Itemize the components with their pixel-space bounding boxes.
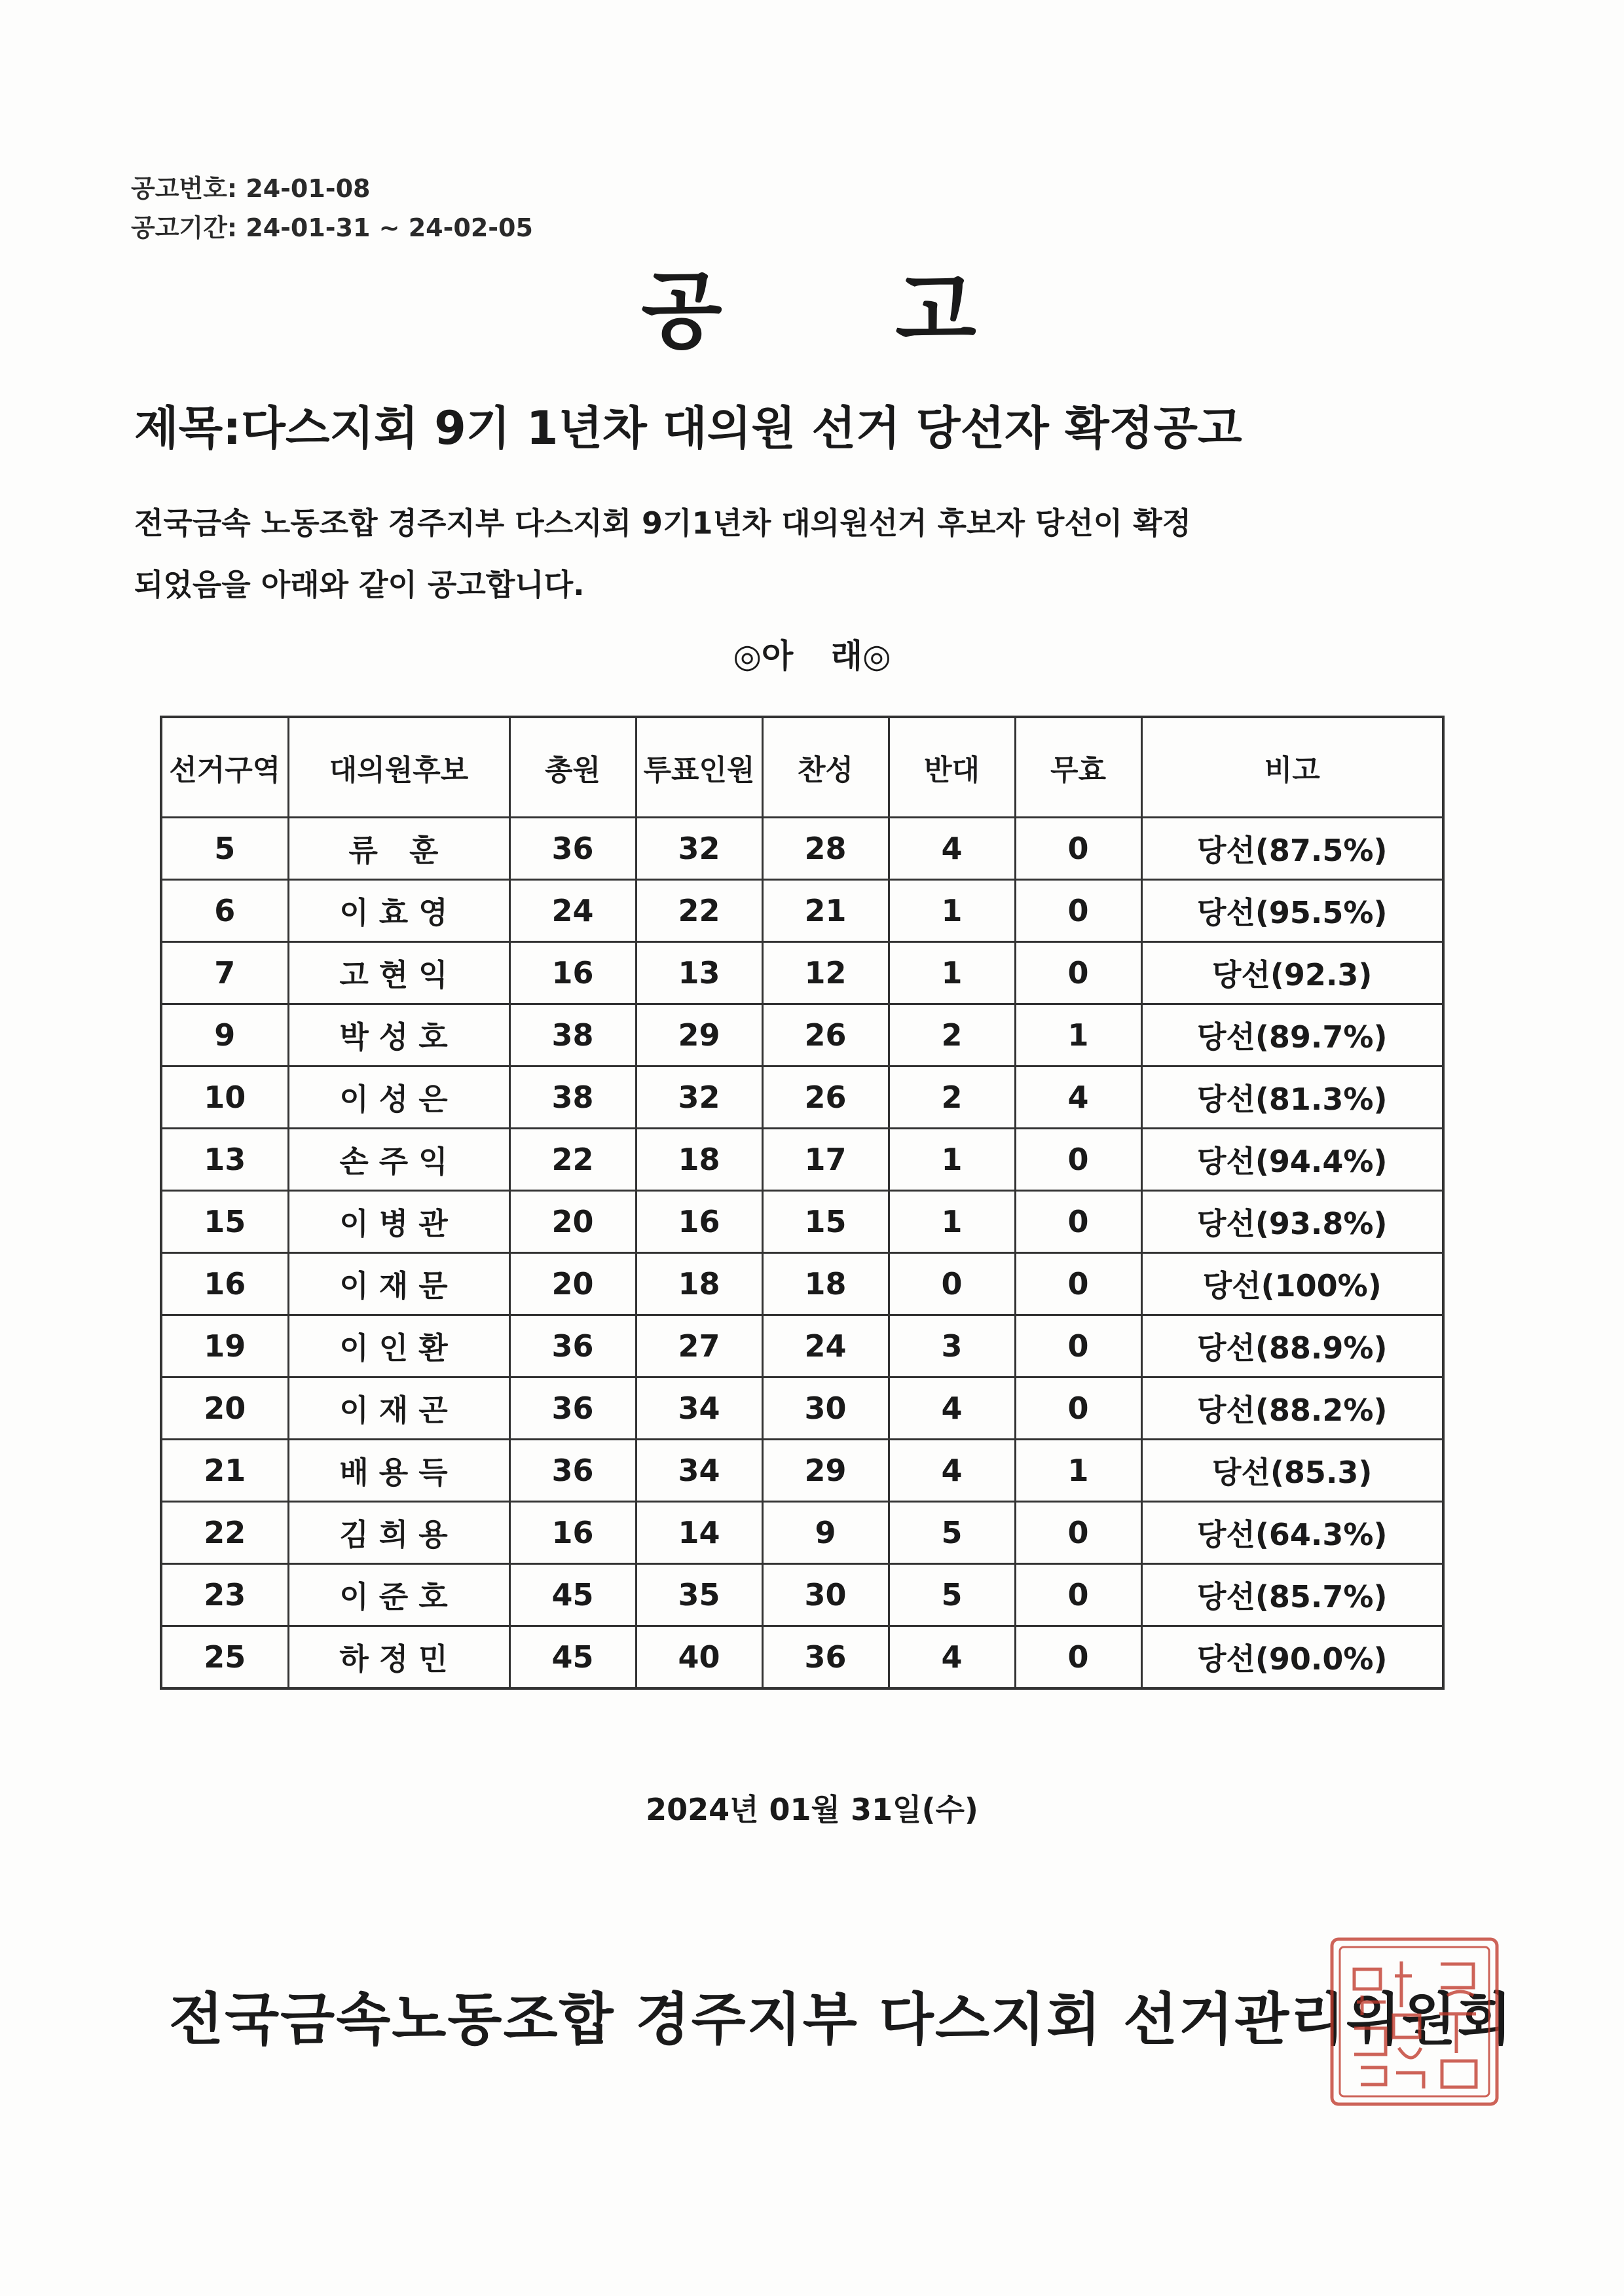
invalid-votes-cell: 0 <box>1015 1626 1141 1689</box>
remark-cell: 당선(94.4%) <box>1141 1129 1443 1191</box>
remark-cell: 당선(92.3) <box>1141 942 1443 1004</box>
voters-cell: 34 <box>636 1377 762 1440</box>
notice-body <box>134 492 1509 615</box>
invalid-votes-cell: 0 <box>1015 818 1141 880</box>
no-votes-cell: 1 <box>889 1129 1015 1191</box>
invalid-votes-cell: 0 <box>1015 1253 1141 1315</box>
table-row <box>161 1315 1443 1377</box>
column-header: 투표인원 <box>636 717 762 818</box>
remark-cell: 당선(89.7%) <box>1141 1004 1443 1066</box>
election-results-table <box>160 716 1445 1690</box>
remark-cell: 당선(88.2%) <box>1141 1377 1443 1440</box>
voters-cell: 18 <box>636 1253 762 1315</box>
voters-cell: 32 <box>636 1066 762 1129</box>
yes-votes-cell: 26 <box>762 1004 889 1066</box>
voters-cell: 29 <box>636 1004 762 1066</box>
candidate-cell: 손주익 <box>288 1129 509 1191</box>
voters-cell: 22 <box>636 880 762 942</box>
district-cell: 23 <box>161 1564 288 1626</box>
column-header: 총원 <box>509 717 636 818</box>
voters-cell: 40 <box>636 1626 762 1689</box>
voters-cell: 14 <box>636 1502 762 1564</box>
candidate-cell: 이인환 <box>288 1315 509 1377</box>
total-members-cell: 36 <box>509 1440 636 1502</box>
no-votes-cell: 3 <box>889 1315 1015 1377</box>
district-cell: 7 <box>161 942 288 1004</box>
notice-date: 2024년 01월 31일(수) <box>646 1792 978 1827</box>
district-cell: 20 <box>161 1377 288 1440</box>
notice-body-line-1: 전국금속 노동조합 경주지부 다스지회 9기1년차 대의원선거 후보자 당선이 확정 <box>134 505 1192 541</box>
candidate-cell: 박성호 <box>288 1004 509 1066</box>
candidate-cell: 김희용 <box>288 1502 509 1564</box>
remark-cell: 당선(64.3%) <box>1141 1502 1443 1564</box>
total-members-cell: 45 <box>509 1626 636 1689</box>
table-row <box>161 1564 1443 1626</box>
no-votes-cell: 4 <box>889 1440 1015 1502</box>
invalid-votes-cell: 1 <box>1015 1440 1141 1502</box>
notice-number: 공고번호: 24-01-08 <box>131 174 371 203</box>
yes-votes-cell: 36 <box>762 1626 889 1689</box>
candidate-cell: 이재곤 <box>288 1377 509 1440</box>
notice-subject: 제목:다스지회 9기 1년차 대의원 선거 당선자 확정공고 <box>134 401 1242 455</box>
column-header: 반대 <box>889 717 1015 818</box>
table-row <box>161 1191 1443 1253</box>
total-members-cell: 24 <box>509 880 636 942</box>
no-votes-cell: 0 <box>889 1253 1015 1315</box>
total-members-cell: 36 <box>509 818 636 880</box>
remark-cell: 당선(88.9%) <box>1141 1315 1443 1377</box>
voters-cell: 18 <box>636 1129 762 1191</box>
section-heading-arae: ◎아 래◎ <box>733 637 891 675</box>
table-header-row <box>161 717 1443 818</box>
remark-cell: 당선(100%) <box>1141 1253 1443 1315</box>
column-header: 선거구역 <box>161 717 288 818</box>
yes-votes-cell: 28 <box>762 818 889 880</box>
yes-votes-cell: 15 <box>762 1191 889 1253</box>
district-cell: 22 <box>161 1502 288 1564</box>
table-row <box>161 1066 1443 1129</box>
invalid-votes-cell: 4 <box>1015 1066 1141 1129</box>
candidate-cell: 이준호 <box>288 1564 509 1626</box>
yes-votes-cell: 30 <box>762 1377 889 1440</box>
yes-votes-cell: 12 <box>762 942 889 1004</box>
document-title: 공 고 <box>641 263 983 360</box>
invalid-votes-cell: 0 <box>1015 1377 1141 1440</box>
district-cell: 6 <box>161 880 288 942</box>
no-votes-cell: 2 <box>889 1066 1015 1129</box>
total-members-cell: 20 <box>509 1191 636 1253</box>
invalid-votes-cell: 0 <box>1015 1315 1141 1377</box>
table-body <box>161 818 1443 1689</box>
voters-cell: 16 <box>636 1191 762 1253</box>
invalid-votes-cell: 0 <box>1015 1502 1141 1564</box>
column-header: 무효 <box>1015 717 1141 818</box>
table-row <box>161 880 1443 942</box>
district-cell: 10 <box>161 1066 288 1129</box>
official-seal-icon <box>1323 1930 1506 2113</box>
column-header: 찬성 <box>762 717 889 818</box>
district-cell: 5 <box>161 818 288 880</box>
candidate-cell: 이성은 <box>288 1066 509 1129</box>
invalid-votes-cell: 1 <box>1015 1004 1141 1066</box>
district-cell: 9 <box>161 1004 288 1066</box>
total-members-cell: 36 <box>509 1377 636 1440</box>
column-header: 비고 <box>1141 717 1443 818</box>
candidate-cell: 하정민 <box>288 1626 509 1689</box>
table-row <box>161 1377 1443 1440</box>
total-members-cell: 16 <box>509 1502 636 1564</box>
remark-cell: 당선(85.7%) <box>1141 1564 1443 1626</box>
column-header: 대의원후보 <box>288 717 509 818</box>
yes-votes-cell: 21 <box>762 880 889 942</box>
table-row <box>161 818 1443 880</box>
yes-votes-cell: 24 <box>762 1315 889 1377</box>
candidate-cell: 류 훈 <box>288 818 509 880</box>
voters-cell: 34 <box>636 1440 762 1502</box>
no-votes-cell: 4 <box>889 1626 1015 1689</box>
invalid-votes-cell: 0 <box>1015 1191 1141 1253</box>
remark-cell: 당선(95.5%) <box>1141 880 1443 942</box>
remark-cell: 당선(85.3) <box>1141 1440 1443 1502</box>
no-votes-cell: 1 <box>889 942 1015 1004</box>
candidate-cell: 고현익 <box>288 942 509 1004</box>
yes-votes-cell: 26 <box>762 1066 889 1129</box>
invalid-votes-cell: 0 <box>1015 942 1141 1004</box>
invalid-votes-cell: 0 <box>1015 1564 1141 1626</box>
yes-votes-cell: 29 <box>762 1440 889 1502</box>
candidate-cell: 이재문 <box>288 1253 509 1315</box>
table-row <box>161 1253 1443 1315</box>
remark-cell: 당선(87.5%) <box>1141 818 1443 880</box>
no-votes-cell: 4 <box>889 818 1015 880</box>
issuing-committee: 전국금속노동조합 경주지부 다스지회 선거관리위원회 <box>169 1987 1513 2052</box>
candidate-cell: 이병관 <box>288 1191 509 1253</box>
yes-votes-cell: 9 <box>762 1502 889 1564</box>
total-members-cell: 22 <box>509 1129 636 1191</box>
notice-body-line-2: 되었음을 아래와 같이 공고합니다. <box>134 567 585 602</box>
remark-cell: 당선(93.8%) <box>1141 1191 1443 1253</box>
district-cell: 16 <box>161 1253 288 1315</box>
district-cell: 13 <box>161 1129 288 1191</box>
voters-cell: 13 <box>636 942 762 1004</box>
remark-cell: 당선(90.0%) <box>1141 1626 1443 1689</box>
voters-cell: 27 <box>636 1315 762 1377</box>
total-members-cell: 45 <box>509 1564 636 1626</box>
total-members-cell: 38 <box>509 1066 636 1129</box>
voters-cell: 35 <box>636 1564 762 1626</box>
table-row <box>161 1440 1443 1502</box>
yes-votes-cell: 17 <box>762 1129 889 1191</box>
invalid-votes-cell: 0 <box>1015 1129 1141 1191</box>
candidate-cell: 배용득 <box>288 1440 509 1502</box>
table-row <box>161 1502 1443 1564</box>
total-members-cell: 20 <box>509 1253 636 1315</box>
table-row <box>161 1626 1443 1689</box>
yes-votes-cell: 18 <box>762 1253 889 1315</box>
district-cell: 15 <box>161 1191 288 1253</box>
no-votes-cell: 5 <box>889 1564 1015 1626</box>
district-cell: 19 <box>161 1315 288 1377</box>
no-votes-cell: 5 <box>889 1502 1015 1564</box>
notice-meta <box>131 169 533 247</box>
table-row <box>161 1129 1443 1191</box>
yes-votes-cell: 30 <box>762 1564 889 1626</box>
notice-period: 공고기간: 24-01-31 ~ 24-02-05 <box>131 213 533 242</box>
table-row <box>161 942 1443 1004</box>
total-members-cell: 36 <box>509 1315 636 1377</box>
table-row <box>161 1004 1443 1066</box>
voters-cell: 32 <box>636 818 762 880</box>
district-cell: 21 <box>161 1440 288 1502</box>
no-votes-cell: 1 <box>889 880 1015 942</box>
district-cell: 25 <box>161 1626 288 1689</box>
remark-cell: 당선(81.3%) <box>1141 1066 1443 1129</box>
no-votes-cell: 2 <box>889 1004 1015 1066</box>
total-members-cell: 38 <box>509 1004 636 1066</box>
no-votes-cell: 1 <box>889 1191 1015 1253</box>
no-votes-cell: 4 <box>889 1377 1015 1440</box>
invalid-votes-cell: 0 <box>1015 880 1141 942</box>
candidate-cell: 이효영 <box>288 880 509 942</box>
total-members-cell: 16 <box>509 942 636 1004</box>
